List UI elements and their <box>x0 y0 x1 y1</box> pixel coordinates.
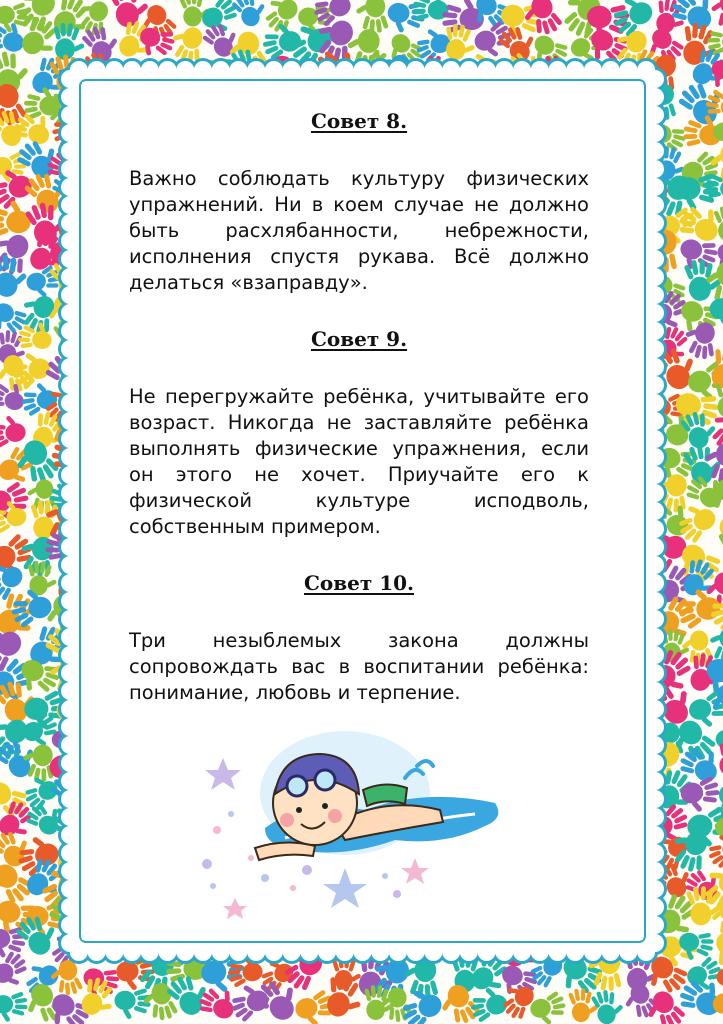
tip-9-text: Не перегружайте ребёнка, учитывайте его возраст. Никогда не заставляйте ребёнка выполнять физические упражнения, если он этого не хочет. Приучайте его к физической культуре исподволь, собственным примером. <box>129 385 589 538</box>
tip-8-text: Важно соблюдать культуру физических упражнений. Ни в коем случае не должно быть расхлябанности, небрежности, исполнения спустя рукава. Всё должно делаться «взаправду». <box>129 167 589 294</box>
tip-10-text: Три незыблемых закона должны сопровождать вас в воспитании ребёнка: понимание, любовь и терпение. <box>129 629 589 704</box>
tips-content <box>129 104 589 706</box>
tip-8-heading: Совет 8. <box>310 109 408 133</box>
tip-9-heading: Совет 9. <box>310 327 408 351</box>
swimming-child-icon <box>195 718 515 924</box>
tip-10-heading: Совет 10. <box>303 571 415 595</box>
